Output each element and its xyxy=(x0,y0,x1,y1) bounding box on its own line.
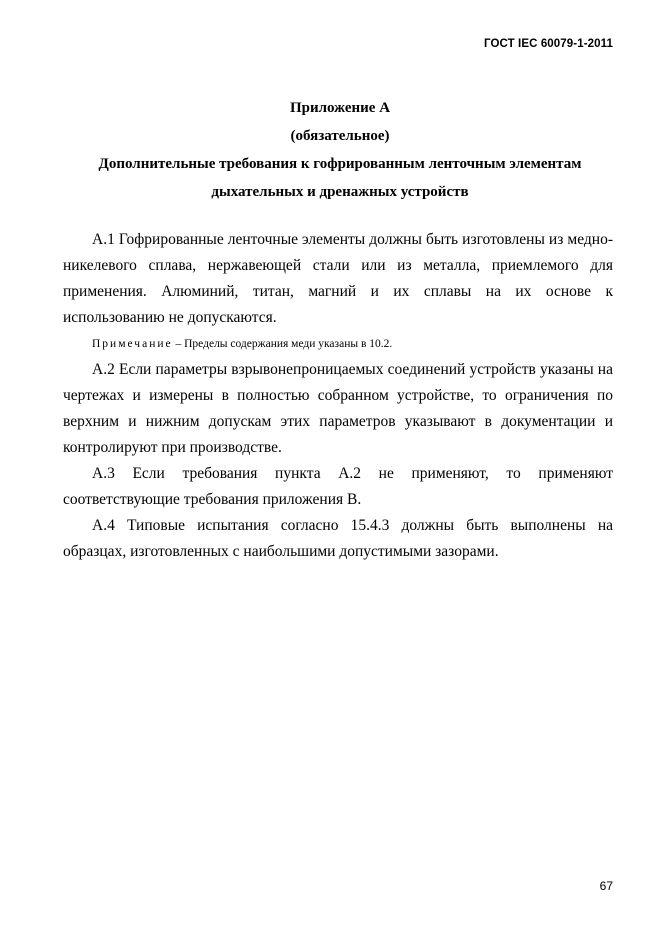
note-label: Примечание xyxy=(92,338,173,350)
paragraph-a4: А.4 Типовые испытания согласно 15.4.3 должны быть выполнены на образцах, изготовленных с наибольшими допустимыми зазорами. xyxy=(63,517,613,560)
appendix-status: (обязательное) xyxy=(290,128,390,144)
page-number: 67 xyxy=(599,879,613,893)
paragraph-a2: А.2 Если параметры взрывонепроницаемых соединений устройств указаны на чертежах и измерены в полностью собранном устройстве, то ограничения по верхним и нижним допускам этих параметров указывают в документации и контролируют при производстве. xyxy=(63,361,613,456)
appendix-body xyxy=(63,227,613,565)
note xyxy=(63,336,613,352)
paragraph-a3: А.3 Если требования пункта А.2 не применяют, то применяют соответствующие требования приложения В. xyxy=(63,465,613,508)
appendix-title-line-2: дыхательных и дренажных устройств xyxy=(211,184,469,200)
note-text: – Пределы содержания меди указаны в 10.2. xyxy=(172,338,393,350)
appendix-title-block xyxy=(50,94,630,206)
appendix-heading: Приложение А xyxy=(289,100,391,116)
appendix-title-line-1: Дополнительные требования к гофрированным ленточным элементам xyxy=(98,156,582,172)
document-code: ГОСТ IEC 60079-1-2011 xyxy=(484,38,613,50)
paragraph-a1: А.1 Гофрированные ленточные элементы должны быть изготовлены из медно-никелевого сплава, нержавеющей стали или из металла, приемлемого для применения. Алюминий, титан, магний и их сплавы на их основе к использованию не допускаются. xyxy=(63,231,613,326)
